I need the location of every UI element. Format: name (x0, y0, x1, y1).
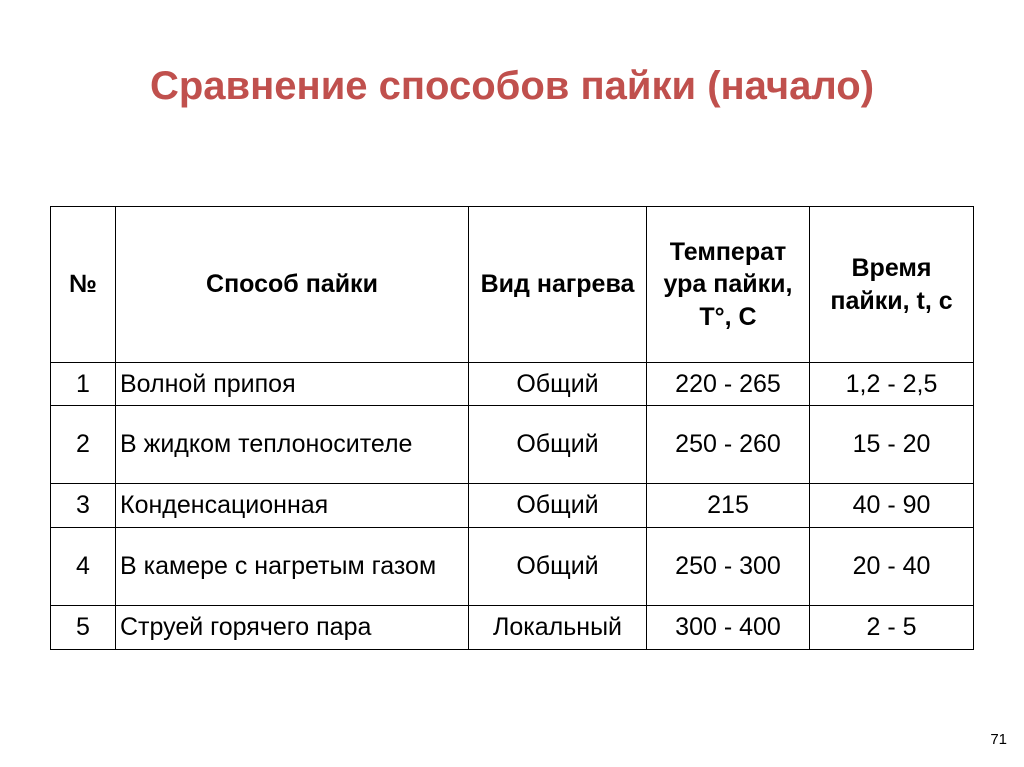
cell-time: 2 - 5 (810, 606, 974, 650)
cell-temperature: 300 - 400 (647, 606, 810, 650)
cell-heating: Общий (469, 363, 647, 406)
header-method: Способ пайки (116, 207, 469, 363)
table-row (51, 363, 974, 406)
cell-method: Волной припоя (116, 363, 469, 406)
cell-method: Струей горячего пара (116, 606, 469, 650)
header-heating: Вид нагрева (469, 207, 647, 363)
cell-heating: Локальный (469, 606, 647, 650)
cell-time: 40 - 90 (810, 484, 974, 528)
cell-num: 2 (51, 406, 116, 484)
slide-title: Сравнение способов пайки (начало) (149, 64, 875, 108)
header-temperature: Температ ура пайки, T°, C (647, 207, 810, 363)
soldering-comparison-table (50, 206, 974, 650)
cell-method: В жидком теплоносителе (116, 406, 469, 484)
cell-time: 1,2 - 2,5 (810, 363, 974, 406)
cell-time: 20 - 40 (810, 528, 974, 606)
table-row (51, 528, 974, 606)
cell-temperature: 220 - 265 (647, 363, 810, 406)
table-row (51, 606, 974, 650)
cell-num: 1 (51, 363, 116, 406)
cell-num: 5 (51, 606, 116, 650)
cell-num: 4 (51, 528, 116, 606)
cell-heating: Общий (469, 484, 647, 528)
header-num: № (51, 207, 116, 363)
page-number: 71 (990, 731, 1007, 748)
header-time: Время пайки, t, с (810, 207, 974, 363)
table-row (51, 406, 974, 484)
cell-time: 15 - 20 (810, 406, 974, 484)
cell-method: В камере с нагретым газом (116, 528, 469, 606)
cell-heating: Общий (469, 528, 647, 606)
cell-temperature: 250 - 300 (647, 528, 810, 606)
cell-heating: Общий (469, 406, 647, 484)
cell-num: 3 (51, 484, 116, 528)
cell-method: Конденсационная (116, 484, 469, 528)
table-header-row (51, 207, 974, 363)
cell-temperature: 250 - 260 (647, 406, 810, 484)
table-row (51, 484, 974, 528)
cell-temperature: 215 (647, 484, 810, 528)
